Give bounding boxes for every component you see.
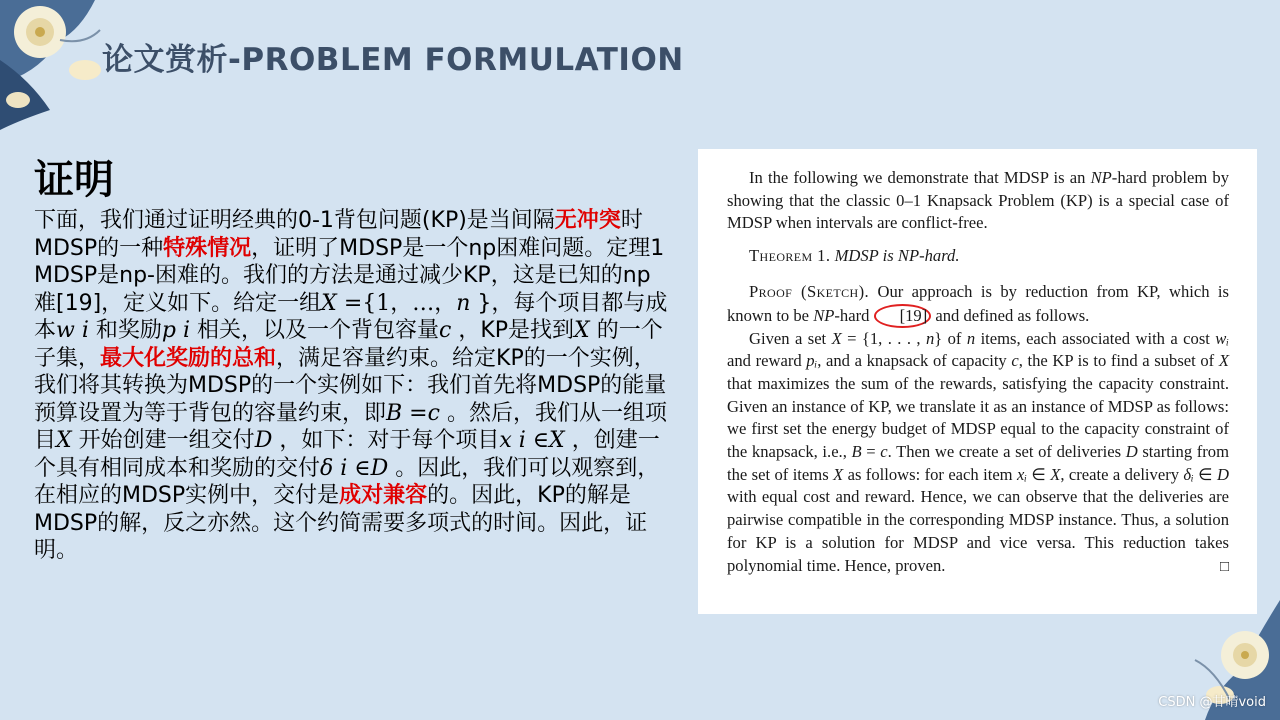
paper-intro-paragraph: In the following we demonstrate that MDSP is an NP-hard problem by showing that the classic 0–1 Knapsack Problem (KP) is a special case of MDSP when intervals are conflict-free. [727,168,1229,233]
qed-square-icon: □ [1219,558,1229,575]
highlight-pairwise-compatible: 成对兼容 [339,483,428,508]
theorem-statement: Theorem 1. MDSP is NP-hard. [749,246,960,266]
paper-excerpt [698,149,1257,614]
theorem-label: Theorem 1. [749,246,831,266]
proof-paragraph: Proof (Sketch). Our approach is by reduction from KP, which is known to be NP-hard [19] and defined as follows. [727,281,1229,328]
highlight-maximize-reward: 最大化奖励的总和 [100,345,277,371]
translation-paragraph-1: 下面，我们通过证明经典的0-1背包问题(KP)是当间隔无冲突时MDSP的一种特殊情况，证明了MDSP是一个np困难问题。定理1 [34,208,665,261]
proof-body-paragraph: Given a set X = {1, . . . , n} of n items, each associated with a cost wᵢ and reward pᵢ, and a knapsack of capacity c, the KP is to find a subset of X that maximizes the sum of the rewards, satisfying the capacity constraint. Given an instance of KP, we translate it as an instance of MDSP as follows: we first set the energy budget of MDSP equal to the capacity constraint of the knapsack, i.e., B = c. Then we create a set of deliveries D starting from the set of items X as follows: for each item xᵢ ∈ X, create a delivery δᵢ ∈ D with equal cost and reward. Hence, we can observe that the deliveries are pairwise compatible in the corresponding MDSP instance. Thus, a solution for KP is a solution for MDSP and vice versa. This reduction takes polynomial time. Hence, proven. □ [727,328,1229,578]
highlight-special-case: 特殊情况 [163,235,252,261]
slide-title: 论文赏析-PROBLEM FORMULATION [102,42,684,78]
chinese-translation [34,207,670,565]
translation-paragraph-2: MDSP是np-困难的。我们的方法是通过减少KP，这是已知的np难[19]，定义如下。给定一组X ={1，…，n }，每个项目都与成本w i 和奖励p i 相关，以及一个背包容量c ，KP是找到X 的一个子集，最大化奖励的总和，满足容量约束。给定KP的一个实例，我们将其转换为MDSP的一个实例如下：我们首先将MDSP的能量预算设置为等于背包的容量约束，即B =c 。然后，我们从一组项目X 开始创建一组交付D ，如下：对于每个项目x i ∈X ，创建一个具有相同成本和奖励的交付δ i ∈D 。因此，我们可以观察到，在相应的MDSP实例中，交付是成对兼容的。因此，KP的解是MDSP的解，反之亦然。这个约简需要多项式的时间。因此，证明。 [34,263,668,563]
watermark: CSDN @甘晴void [1158,695,1266,710]
proof-label: Proof (Sketch). [749,281,870,301]
section-heading: 证明 [34,157,114,203]
highlight-conflict-free: 无冲突 [554,208,621,233]
citation-19-circled: [19] [874,304,932,328]
